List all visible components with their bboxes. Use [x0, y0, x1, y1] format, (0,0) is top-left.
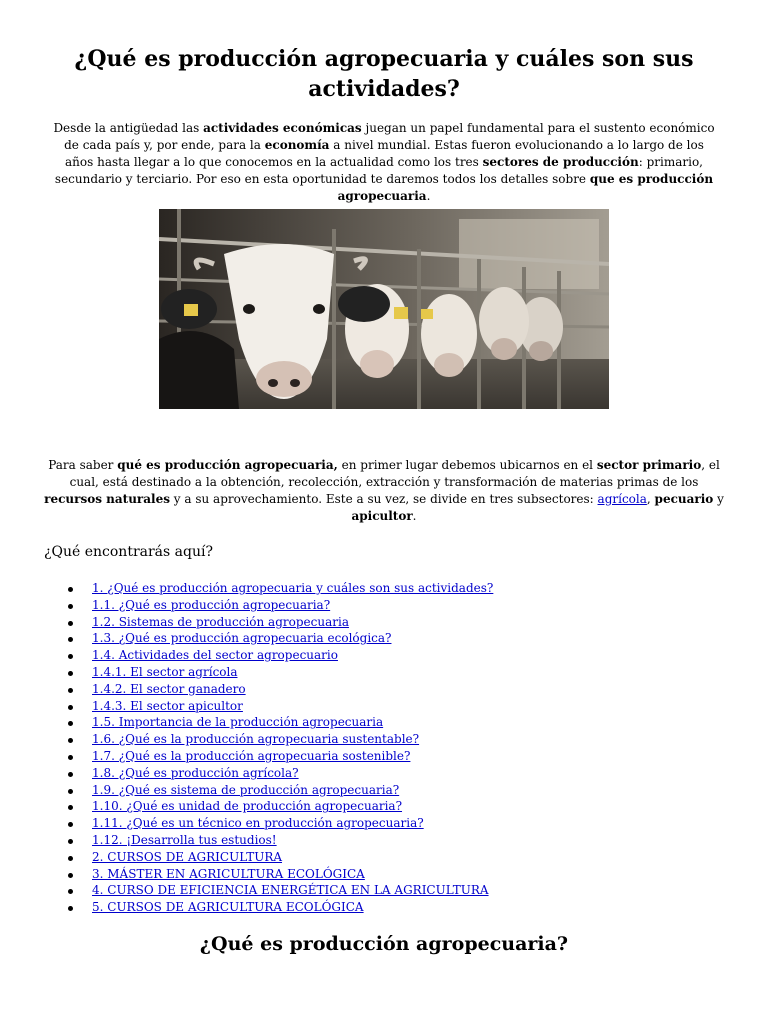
toc-link[interactable]: 1.1. ¿Qué es producción agropecuaria? [92, 597, 331, 612]
bold-term: economía [264, 138, 330, 152]
toc-link[interactable]: 1.4.2. El sector ganadero [92, 681, 246, 696]
toc-item [65, 698, 725, 715]
barn-cows-illustration [159, 209, 609, 409]
table-of-contents [65, 580, 725, 916]
toc-item [65, 647, 725, 664]
bold-term: sectores de producción [482, 155, 639, 169]
bold-term: pecuario [654, 492, 714, 506]
toc-item [65, 882, 725, 899]
bullet-icon [68, 738, 73, 743]
toc-link[interactable]: 1.5. Importancia de la producción agropecuaria [92, 715, 384, 730]
bullet-icon [68, 671, 73, 676]
toc-link[interactable]: 4. CURSO DE EFICIENCIA ENERGÉTICA EN LA AGRICULTURA [92, 883, 489, 898]
bullet-icon [68, 856, 73, 861]
bullet-icon [68, 604, 73, 609]
toc-link[interactable]: 1.10. ¿Qué es unidad de producción agropecuaria? [92, 799, 403, 814]
sector-paragraph [44, 457, 724, 525]
bold-term: apicultor [351, 509, 413, 523]
text-run: , el cual, está destinado a la obtención, recolección, extracción y transformación de materias primas de los [69, 458, 720, 489]
toc-item [65, 849, 725, 866]
text-run: y [713, 492, 724, 506]
toc-link[interactable]: 5. CURSOS DE AGRICULTURA ECOLÓGICA [92, 900, 364, 915]
bullet-icon [68, 705, 73, 710]
bold-term: recursos naturales [44, 492, 170, 506]
bold-term: actividades económicas [203, 121, 362, 135]
toc-link[interactable]: 1.8. ¿Qué es producción agrícola? [92, 765, 299, 780]
inline-link[interactable]: agrícola [597, 492, 647, 506]
bold-term: que es producción agropecuaria [337, 172, 714, 203]
toc-link[interactable]: 1.12. ¡Desarrolla tus estudios! [92, 832, 277, 847]
bullet-icon [68, 772, 73, 777]
toc-item [65, 681, 725, 698]
bullet-icon [68, 805, 73, 810]
bullet-icon [68, 822, 73, 827]
toc-link[interactable]: 1.9. ¿Qué es sistema de producción agropecuaria? [92, 782, 400, 797]
toc-item [65, 714, 725, 731]
bullet-icon [68, 789, 73, 794]
bullet-icon [68, 889, 73, 894]
toc-item [65, 580, 725, 597]
toc-item [65, 765, 725, 782]
toc-link[interactable]: 1.7. ¿Qué es la producción agropecuaria sostenible? [92, 748, 411, 763]
text-run: Para saber [48, 458, 118, 472]
bullet-icon [68, 621, 73, 626]
toc-link[interactable]: 1.4.3. El sector apicultor [92, 698, 243, 713]
text-run: juegan un papel fundamental para el sustento económico de cada país y, por ende, para la [64, 121, 715, 152]
toc-link[interactable]: 1.11. ¿Qué es un técnico en producción agropecuaria? [92, 816, 424, 831]
bullet-icon [68, 755, 73, 760]
bold-term: qué es producción agropecuaria, [117, 458, 338, 472]
toc-item [65, 832, 725, 849]
article-title: ¿Qué es producción agropecuaria y cuáles son sus actividades? [74, 46, 694, 102]
toc-item [65, 866, 725, 883]
bullet-icon [68, 906, 73, 911]
bullet-icon [68, 654, 73, 659]
toc-item [65, 798, 725, 815]
toc-link[interactable]: 1. ¿Qué es producción agropecuaria y cuáles son sus actividades? [92, 581, 494, 595]
bullet-icon [68, 637, 73, 642]
intro-paragraph [50, 120, 718, 205]
bullet-icon [68, 688, 73, 693]
bullet-icon [68, 873, 73, 878]
text-run: en primer lugar debemos ubicarnos en el [337, 458, 597, 472]
bold-term: sector primario [596, 458, 702, 472]
text-run: a nivel mundial. Estas fueron evolucionando a lo largo de los años hasta llegar a lo que conocemos en la actualidad como los tres [65, 138, 704, 169]
toc-item [65, 664, 725, 681]
toc-item [65, 782, 725, 799]
text-run: , [646, 492, 655, 506]
toc-link[interactable]: 1.4.1. El sector agrícola [92, 664, 238, 679]
bullet-icon [68, 587, 73, 592]
toc-link[interactable]: 1.6. ¿Qué es la producción agropecuaria sustentable? [92, 732, 420, 747]
cows-photo [159, 209, 609, 409]
toc-item [65, 731, 725, 748]
text-run: . [412, 509, 417, 523]
text-run: : primario, secundario y terciario. Por eso en esta oportunidad te daremos todos los detalles sobre [54, 155, 703, 186]
toc-item [65, 899, 725, 916]
toc-item [65, 815, 725, 832]
toc-link[interactable]: 1.2. Sistemas de producción agropecuaria [92, 614, 349, 629]
text-run: Desde la antigüedad las [53, 121, 204, 135]
toc-item [65, 748, 725, 765]
text-run: y a su aprovechamiento. Este a su vez, se divide en tres subsectores: [169, 492, 598, 506]
toc-title: ¿Qué encontrarás aquí? [44, 544, 213, 560]
bullet-icon [68, 721, 73, 726]
toc-item [65, 597, 725, 614]
toc-link[interactable]: 1.3. ¿Qué es producción agropecuaria ecológica? [92, 631, 392, 646]
toc-item [65, 614, 725, 631]
bullet-icon [68, 839, 73, 844]
toc-item [65, 630, 725, 647]
text-run: . [426, 189, 431, 203]
toc-link[interactable]: 1.4. Actividades del sector agropecuario [92, 648, 338, 663]
toc-link[interactable]: 3. MÁSTER EN AGRICULTURA ECOLÓGICA [92, 866, 365, 881]
section-heading: ¿Qué es producción agropecuaria? [199, 933, 569, 955]
toc-link[interactable]: 2. CURSOS DE AGRICULTURA [92, 849, 283, 864]
